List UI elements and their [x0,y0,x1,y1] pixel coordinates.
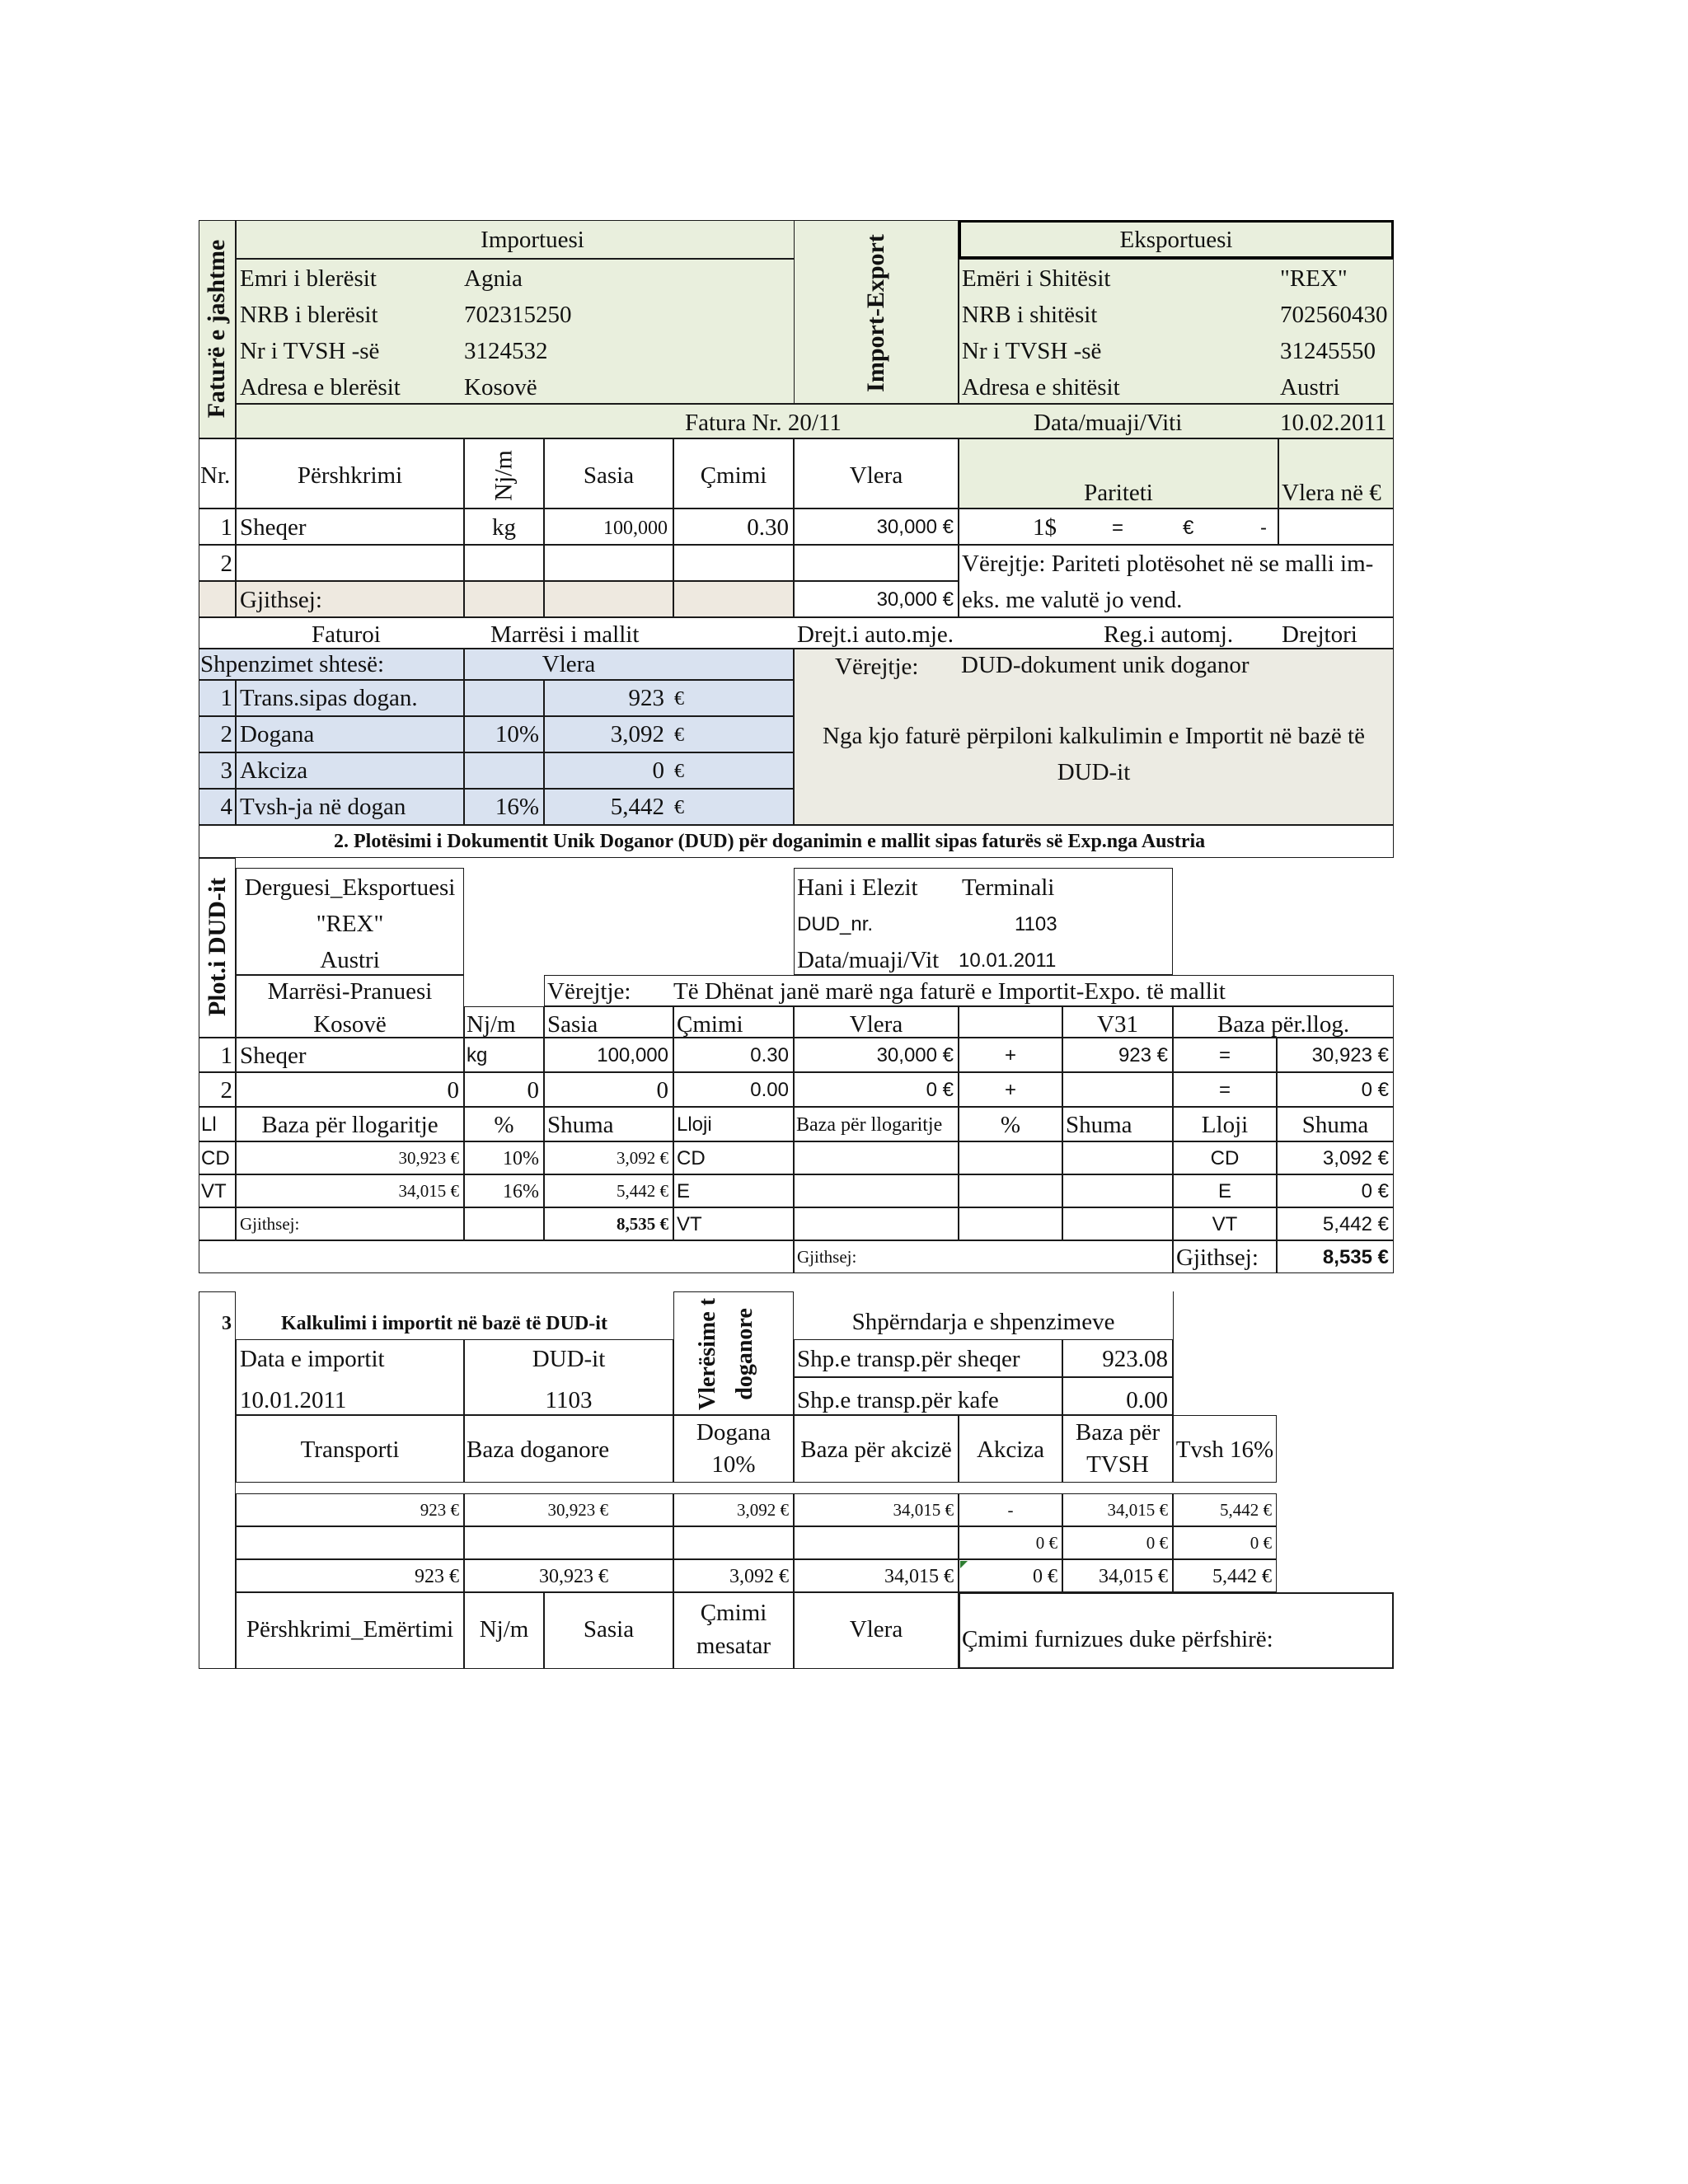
tax-cell [673,1174,794,1207]
footer-supplier-price: Çmimi furnizues duke përfshirë: [962,1626,1273,1652]
total-blank-cell [199,581,236,617]
tax-hdr-type: Lloji [677,1113,712,1136]
tax-type2: CD [1210,1147,1240,1169]
calc-vat-base: 34,015 € [1099,1566,1168,1587]
section1-side-label: Faturë e jashtme [203,239,230,419]
calc-customs-base: 30,923 € [539,1566,608,1587]
calc-hdr-vat-base-1: Baza për [1075,1419,1160,1446]
dud-row-unit: 0 [527,1077,539,1104]
dud-hdr-unit: Nj/m [467,1011,516,1038]
totals-value: 8,535 € [1322,1246,1389,1268]
exporter-label: Nr i TVSH -së [962,338,1102,364]
hdr-qty: Sasia [583,462,635,489]
dud-hdr-v31: V31 [1097,1011,1138,1038]
tax-sum: 8,535 € [617,1214,668,1234]
tax-pct: 10% [503,1148,539,1169]
signature-invoiced-by: Faturoi [312,621,381,648]
tax-cell [959,1174,1062,1207]
row1-value: 30,000 € [876,516,954,538]
importer-value: 3124532 [464,338,548,364]
dud-date-label: Data/muaji/Vit [797,947,940,973]
dud-row-nr: 1 [220,1043,232,1069]
extra-cost-currency: € [674,761,684,782]
calc-cell [464,1526,673,1559]
totals-label-a: Gjithsej: [797,1247,857,1267]
dud-row-plus: + [1004,1079,1016,1101]
dud-hdr-price: Çmimi [677,1011,743,1038]
row1-desc: Sheqer [240,514,307,541]
exporter-value: Austri [1280,374,1340,401]
dud-date-value: 10.01.2011 [959,949,1057,972]
invoice-sheet [199,220,1394,1669]
tax-hdr-base2: Baza për llogaritje [796,1114,943,1136]
receiver-label: Marrësi-Pranuesi [267,978,433,1005]
tax-code: CD [201,1147,230,1169]
tax-sum: 3,092 € [617,1148,668,1168]
dud-hdr-value: Vlera [849,1011,903,1038]
dud-row-v31: 923 € [1118,1044,1168,1066]
tax-hdr-ll: Ll [201,1113,217,1136]
terminal-label: Hani i Elezit [797,874,918,901]
remark-body-2: DUD-it [1057,759,1131,785]
remark-body-1: Nga kjo faturë përpiloni kalkulimin e Importit në bazë të [823,723,1365,749]
dud-ref-label: DUD-it [532,1346,606,1372]
extra-cost-value: 0 [652,757,664,784]
calc-customs-base: 30,923 € [547,1500,608,1520]
tax-code: VT [201,1180,227,1202]
tax-hdr-base: Baza për llogaritje [261,1112,438,1138]
dud-row-base: 30,923 € [1311,1044,1389,1066]
dist-side-cell [1173,1291,1277,1415]
extra-cost-value: 3,092 [610,721,664,748]
section2-title: 2. Plotësimi i Dokumentit Unik Doganor (DUD) për doganimin e mallit sipas faturës së Exp.nga Austria [334,831,1206,852]
invoice-date-label: Data/muaji/Viti [1034,410,1183,436]
totals-label-b: Gjithsej: [1176,1244,1259,1271]
footer-qty: Sasia [583,1616,635,1643]
extra-cost-pct-cell [464,752,544,789]
dud-hdr-qty: Sasia [547,1011,598,1038]
tax-base: 34,015 € [398,1181,459,1201]
hdr-desc: Përshkrimi [297,462,403,489]
calc-transport: 923 € [420,1500,459,1520]
calc-excise: 0 € [1035,1533,1057,1553]
row2-value-cell [794,545,959,581]
tax-hdr-pct: % [494,1112,514,1138]
hdr-parity: Pariteti [1084,480,1153,506]
dud-row-cell [1062,1072,1173,1107]
remark-text: DUD-dokument unik doganor [961,652,1250,678]
importer-value: 702315250 [464,302,572,328]
customs-vertical-label-2: doganore [732,1308,757,1400]
extra-cost-pct: 10% [495,721,539,748]
tax-hdr-sum3: Shuma [1301,1112,1369,1138]
dud-row-price: 0.30 [750,1044,789,1066]
footer-value: Vlera [849,1616,903,1643]
extra-cost-currency: € [674,797,684,818]
customs-vertical-label-1: Vlerësime t [695,1297,720,1411]
calc-vat: 5,442 € [1220,1500,1272,1520]
dud-row-eq: = [1218,1079,1231,1101]
row2-qty-cell [544,545,673,581]
parity-note-1: Vërejtje: Pariteti plotësohet në se malli im- [962,551,1374,577]
calc-hdr-excise: Akciza [976,1436,1045,1463]
hdr-price: Çmimi [700,462,767,489]
total-price-cell [673,581,794,617]
exporter-label: Emëri i Shitësit [962,265,1111,292]
section3-title: Kalkulimi i importit në bazë të DUD-it [281,1313,607,1334]
exporter-label: NRB i shitësit [962,302,1098,328]
extra-cost-pct: 16% [495,794,539,820]
import-export-label: Import-Export [862,234,889,392]
extra-cost-currency: € [674,688,684,710]
extra-cost-value: 5,442 [610,794,664,820]
row1-unit: kg [492,514,516,541]
remark-label: Vërejtje: [835,654,919,680]
calc-hdr-customs-base: Baza doganore [467,1436,610,1463]
importer-label: NRB i blerësit [240,302,378,328]
tax-cell [794,1207,959,1240]
row2-nr: 2 [220,551,232,577]
dud-hdr-base: Baza për.llog. [1217,1011,1350,1038]
extra-cost-nr: 2 [220,721,232,748]
total-value: 30,000 € [876,588,954,611]
tax-cell [464,1207,544,1240]
import-date-value: 10.01.2011 [240,1387,347,1413]
hdr-value: Vlera [849,462,903,489]
row1-nr: 1 [220,514,232,541]
calc-excise-base: 34,015 € [884,1566,954,1587]
signature-receiver: Marrësi i mallit [490,621,640,648]
importer-header: Importuesi [481,227,584,253]
dist-row-value: 923.08 [1102,1346,1168,1372]
totals-row [199,1240,794,1273]
tax-cell [959,1207,1062,1240]
dud-row-qty: 0 [656,1077,668,1104]
tax-sum3: 5,442 € [1322,1213,1389,1235]
section3-nr: 3 [222,1313,232,1334]
exporter-value: 702560430 [1280,302,1388,328]
dist-row-label: Shp.e transp.për sheqer [797,1346,1020,1372]
dud-row-value: 30,000 € [876,1044,954,1066]
total-label: Gjithsej: [240,587,322,613]
tax-cell [959,1141,1062,1174]
dud-row-unit: kg [467,1044,488,1066]
calc-cell [236,1526,464,1559]
row1-price: 0.30 [747,514,789,541]
dud-row-eq: = [1218,1044,1231,1066]
tax-sum: 5,442 € [617,1181,668,1201]
dud-row-qty: 100,000 [597,1044,668,1066]
row2-unit-cell [464,545,544,581]
section3-frame [199,1291,236,1669]
extra-cost-label: Trans.sipas dogan. [240,685,418,711]
calc-hdr-customs-2: 10% [711,1451,756,1478]
tax-sum3: 3,092 € [1322,1147,1389,1169]
calc-hdr-customs-1: Dogana [696,1419,771,1446]
dud-nr-value: 1103 [1015,913,1057,935]
receiver-country: Kosovë [313,1011,387,1038]
invoice-date-value: 10.02.2011 [1280,410,1387,436]
tax-cell [1062,1207,1173,1240]
dud-row-base: 0 € [1361,1079,1389,1101]
calc-excise-base: 34,015 € [893,1500,954,1520]
total-unit-cell [464,581,544,617]
extra-cost-currency: € [674,724,684,746]
calc-excise: - [1007,1500,1014,1520]
extra-cost-nr: 4 [220,794,232,820]
importer-value: Kosovë [464,374,537,401]
tax-hdr-pct2: % [1000,1112,1021,1138]
dud-note-label: Vërejtje: [547,978,631,1005]
importer-label: Emri i blerësit [240,265,377,292]
tax-type: CD [677,1147,706,1169]
calc-transport: 923 € [415,1566,459,1587]
hdr-unit: Nj/m [490,450,518,501]
tax-hdr-type2: Lloji [1201,1112,1249,1138]
extra-cost-value: 923 [628,685,664,711]
dud-row-desc: 0 [447,1077,459,1104]
calc-customs: 3,092 € [737,1500,789,1520]
calc-cell [794,1526,959,1559]
calc-customs: 3,092 € [729,1566,789,1587]
extra-cost-nr: 3 [220,757,232,784]
signature-vehicle-reg: Reg.i automj. [1104,621,1234,648]
row1-qty: 100,000 [603,518,668,539]
extra-cost-label: Akciza [240,757,308,784]
signature-director: Drejtori [1282,621,1357,648]
sender-label: Derguesi_Eksportuesi [244,874,456,901]
tax-base: 30,923 € [398,1148,459,1168]
parity-eur: € [1183,517,1194,539]
calc-hdr-transport: Transporti [300,1436,400,1463]
exporter-value: 31245550 [1280,338,1376,364]
calc-cell [673,1526,794,1559]
tax-cell [1062,1141,1173,1174]
footer-price-1: Çmimi [700,1600,767,1626]
extra-cost-nr: 1 [220,685,232,711]
parity-value-cell [1278,509,1394,545]
row2-price-cell [673,545,794,581]
calc-vat-base: 34,015 € [1107,1500,1168,1520]
extra-cost-label: Dogana [240,721,315,748]
tax-hdr-sum: Shuma [547,1112,614,1138]
terminal-value: Terminali [962,874,1055,901]
tax-pct: 16% [503,1181,539,1202]
distribution-header: Shpërndarja e shpenzimeve [851,1309,1115,1335]
importer-label: Adresa e blerësit [240,374,401,401]
extra-costs-header-label: Shpenzimet shtesë: [200,651,385,677]
dud-nr-label: DUD_nr. [797,913,874,935]
calc-hdr-excise-base: Baza për akcizë [800,1436,952,1463]
tax-cell [199,1207,236,1240]
dist-row-value: 0.00 [1126,1387,1168,1413]
dud-row-value: 0 € [926,1079,954,1101]
tax-cell [1062,1174,1173,1207]
calc-vat: 5,442 € [1212,1566,1272,1587]
importer-value: Agnia [464,265,523,292]
footer-desc: Përshkrimi_Emërtimi [246,1616,454,1643]
parity-dash: - [1260,517,1267,539]
dud-hdr-plus-cell [959,1006,1062,1038]
extra-cost-pct-cell [464,680,544,716]
hdr-nr: Nr. [200,462,231,489]
dud-row-plus: + [1004,1044,1016,1066]
exporter-label: Adresa e shitësit [962,374,1120,401]
dud-row-price: 0.00 [750,1079,789,1101]
calc-vat: 0 € [1250,1533,1272,1553]
importer-label: Nr i TVSH -së [240,338,380,364]
invoice-number: Fatura Nr. 20/11 [685,410,842,436]
footer-unit: Nj/m [479,1616,529,1643]
extra-cost-label: Tvsh-ja në dogan [240,794,406,820]
dist-row-label: Shp.e transp.për kafe [797,1387,999,1413]
calc-hdr-vat: Tvsh 16% [1175,1436,1274,1463]
row2-desc-cell [236,545,464,581]
extra-costs-header-value: Vlera [542,651,596,677]
dud-ref-value: 1103 [545,1387,593,1413]
tax-sum3: 0 € [1361,1180,1389,1202]
hdr-value-eur: Vlera në € [1282,480,1381,506]
tax-type: VT [677,1213,702,1235]
sender-name: "REX" [316,911,384,937]
signature-transport-director: Drejt.i auto.mje. [797,621,954,648]
tax-hdr-sum2: Shuma [1066,1112,1132,1138]
tax-base: Gjithsej: [240,1214,300,1234]
exporter-header: Eksportuesi [1119,227,1233,253]
tax-type2: E [1217,1180,1231,1202]
section2-side-label: Plot.i DUD-it [204,877,231,1017]
parity-eq: = [1112,517,1124,539]
tax-cell [794,1174,959,1207]
parity-note-2: eks. me valutë jo vend. [962,587,1183,613]
dud-row-nr: 2 [220,1077,232,1104]
calc-hdr-vat-base-2: TVSH [1086,1451,1149,1478]
total-qty-cell [544,581,673,617]
calc-excise: 0 € [1033,1566,1057,1587]
tax-type: E [677,1180,691,1202]
parity-usd: 1$ [1033,514,1057,541]
dud-note-text: Të Dhënat janë marë nga faturë e Importit-Expo. të mallit [673,978,1226,1005]
dud-row-desc: Sheqer [240,1043,307,1069]
tax-type2: VT [1212,1213,1238,1235]
tax-cell [794,1141,959,1174]
footer-price-2: mesatar [696,1633,771,1659]
exporter-value: "REX" [1280,265,1348,292]
import-date-label: Data e importit [240,1346,385,1372]
calc-vat-base: 0 € [1146,1533,1168,1553]
sender-country: Austri [320,947,380,973]
